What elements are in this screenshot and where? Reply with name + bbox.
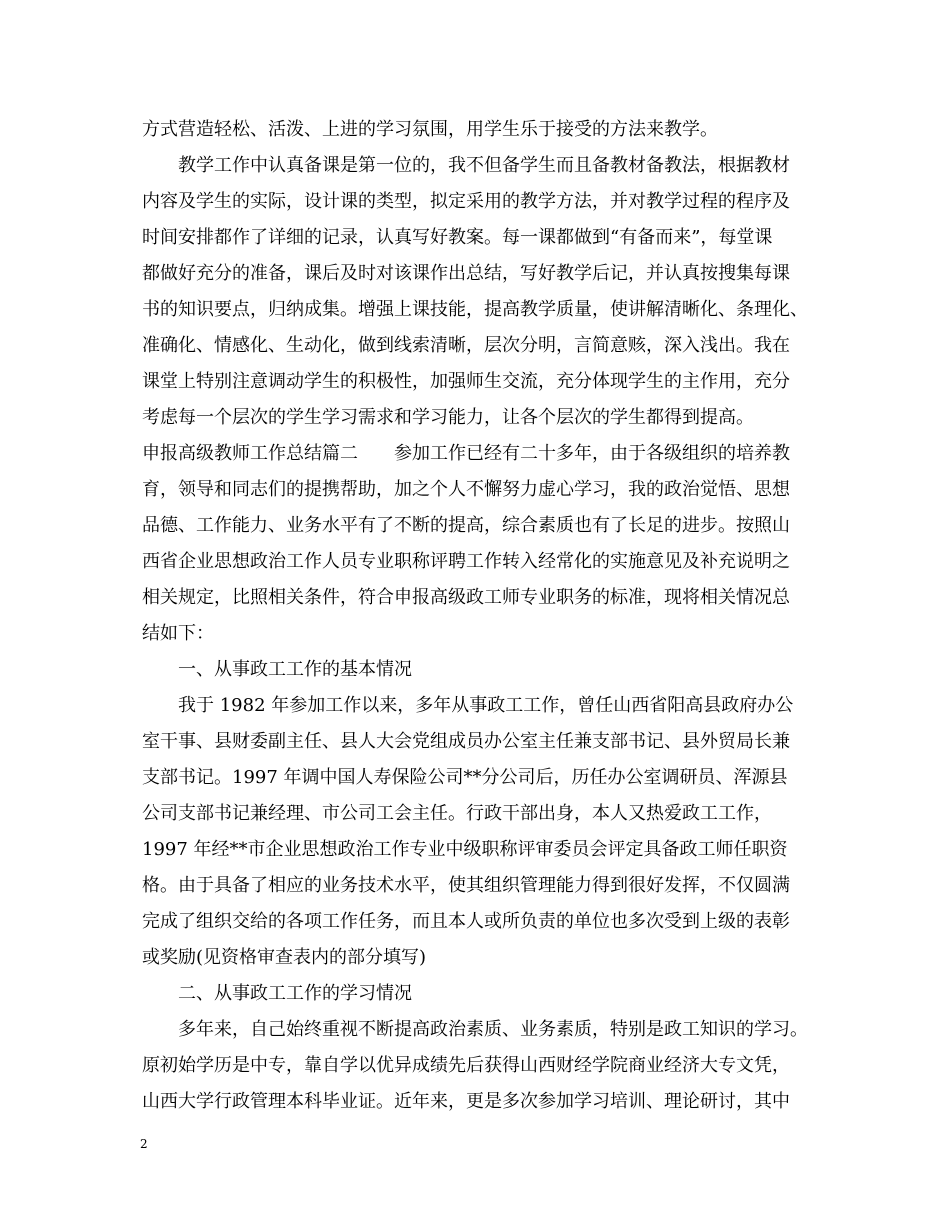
text-line: 教学工作中认真备课是第一位的，我不但备学生而且备教材备教法，根据教材 bbox=[178, 155, 790, 176]
text-line: 书的知识要点，归纳成集。增强上课技能，提高教学质量，使讲解清晰化、条理化、 bbox=[142, 299, 808, 320]
section-heading: 一、从事政工工作的基本情况 bbox=[178, 659, 412, 680]
text-line: 都做好充分的准备，课后及时对该课作出总结，写好教学后记，并认真按搜集每课 bbox=[142, 263, 790, 284]
text-line: 室干事、县财委副主任、县人大会党组成员办公室主任兼支部书记、县外贸局长兼 bbox=[142, 731, 790, 752]
text-line: 1997 年经**市企业思想政治工作专业中级职称评审委员会评定具备政工师任职资 bbox=[142, 839, 788, 860]
text-line: 课堂上特别注意调动学生的积极性，加强师生交流，充分体现学生的主作用，充分 bbox=[142, 371, 790, 392]
text-line: 考虑每一个层次的学生学习需求和学习能力，让各个层次的学生都得到提高。 bbox=[142, 407, 754, 428]
text-line: 内容及学生的实际，设计课的类型，拟定采用的教学方法，并对教学过程的程序及 bbox=[142, 191, 790, 212]
text-line: 公司支部书记兼经理、市公司工会主任。行政干部出身，本人又热爱政工工作， bbox=[142, 803, 772, 824]
text-line: 原初始学历是中专，靠自学以优异成绩先后获得山西财经学院商业经济大专文凭， bbox=[142, 1055, 790, 1076]
text-line: 或奖励(见资格审查表内的部分填写) bbox=[142, 947, 427, 968]
text-line: 我于 1982 年参加工作以来，多年从事政工工作，曾任山西省阳高县政府办公 bbox=[178, 695, 794, 716]
text-line: 西省企业思想政治工作人员专业职称评聘工作转入经常化的实施意见及补充说明之 bbox=[142, 551, 790, 572]
text-line: 申报高级教师工作总结篇二 参加工作已经有二十多年，由于各级组织的培养教 bbox=[142, 443, 790, 464]
text-line: 相关规定，比照相关条件，符合申报高级政工师专业职务的标准，现将相关情况总 bbox=[142, 587, 790, 608]
text-line: 多年来，自己始终重视不断提高政治素质、业务素质，特别是政工知识的学习。 bbox=[178, 1019, 808, 1040]
text-line: 山西大学行政管理本科毕业证。近年来，更是多次参加学习培训、理论研讨，其中 bbox=[142, 1091, 790, 1112]
text-line: 方式营造轻松、活泼、上进的学习氛围，用学生乐于接受的方法来教学。 bbox=[142, 119, 718, 140]
text-line: 结如下： bbox=[142, 623, 214, 644]
section-heading: 二、从事政工工作的学习情况 bbox=[178, 983, 412, 1004]
text-line: 完成了组织交给的各项工作任务，而且本人或所负责的单位也多次受到上级的表彰 bbox=[142, 911, 790, 932]
text-line: 品德、工作能力、业务水平有了不断的提高，综合素质也有了长足的进步。按照山 bbox=[142, 515, 790, 536]
text-line: 准确化、情感化、生动化，做到线索清晰，层次分明，言简意赅，深入浅出。我在 bbox=[142, 335, 790, 356]
text-line: 时间安排都作了详细的记录，认真写好教案。每一课都做到“有备而来”，每堂课 bbox=[142, 227, 773, 248]
page-number: 2 bbox=[140, 1137, 148, 1151]
text-line: 格。由于具备了相应的业务技术水平，使其组织管理能力得到很好发挥，不仅圆满 bbox=[142, 875, 790, 896]
text-line: 支部书记。1997 年调中国人寿保险公司**分公司后，历任办公室调研员、浑源县 bbox=[142, 767, 788, 788]
text-line: 育，领导和同志们的提携帮助，加之个人不懈努力虚心学习，我的政治觉悟、思想 bbox=[142, 479, 790, 500]
